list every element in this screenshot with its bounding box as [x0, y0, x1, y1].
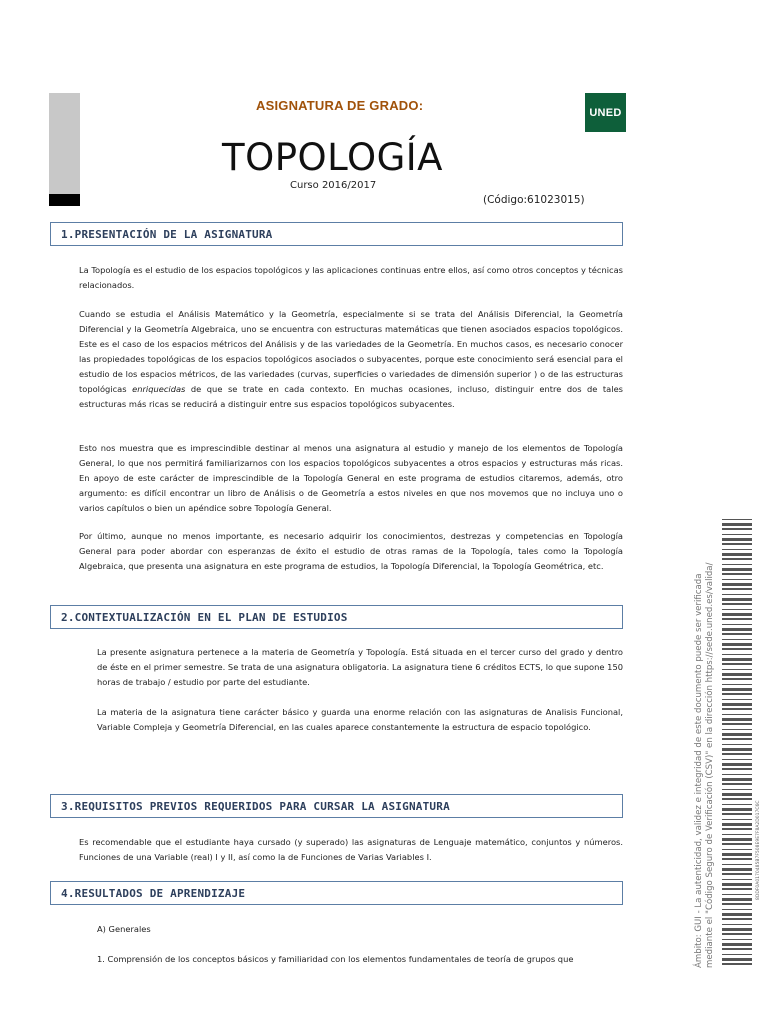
section-heading-contextualizacion: 2.CONTEXTUALIZACIÓN EN EL PLAN DE ESTUDIOS	[50, 605, 623, 629]
header-black-bar	[49, 194, 80, 206]
paragraph: Por último, aunque no menos importante, es necesario adquirir los conocimientos, destrezas y competencias en Topología General para poder abordar con esperanzas de éxito el estudio de otras ramas de la Topología, tales como la Topología Algebraica, que presenta una asignatura en este programa de estudios, la Topología Diferencial, la Topología Geométrica, etc.	[79, 531, 623, 571]
uned-logo: UNED	[585, 93, 626, 132]
paragraph: Esto nos muestra que es imprescindible destinar al menos una asignatura al estudio y manejo de los elementos de Topología General, lo que nos permitirá familiarizarnos con los espacios topológicos subyacentes a otros espacios y estructuras más ricas. En apoyo de este carácter de imprescindible de la Topología General en este programa de estudios citaremos, además, otro argumento: es difícil encontrar un libro de Análisis o de Geometría a estos niveles en que nos movemos que no incluya uno o varios capítulos o bien un apéndice sobre Topología General.	[79, 443, 623, 513]
paragraph: La Topología es el estudio de los espacios topológicos y las aplicaciones continuas entre ellos, así como otros conceptos y técnicas relacionados.	[79, 265, 623, 290]
verification-notice: Ámbito: GUI - La autenticidad, validez e integridad de este documento puede ser verificada mediante el "Código Seguro de Verificación (CSV)" en la dirección https://sede.uned.es/valida/	[694, 562, 715, 968]
header-grey-bar	[49, 93, 80, 194]
paragraph: La presente asignatura pertenece a la materia de Geometría y Topología. Está situada en el tercer curso del grado y dentro de éste en el primer semestre. Se trata de una asignatura obligatoria. La asignatura tiene 6 créditos ECTS, lo que supone 150 horas de trabajo / estudio por parte del estudiante.	[97, 647, 623, 687]
paragraph: Es recomendable que el estudiante haya cursado (y superado) las asignaturas de Lenguaje matemático, conjuntos y números. Funciones de una Variable (real) I y II, así como la de Funciones de Varias Variables I.	[79, 837, 623, 862]
paragraph: 1. Comprensión de los conceptos básicos y familiaridad con los elementos fundamentales de teoría de grupos que	[97, 954, 574, 964]
section-heading-resultados: 4.RESULTADOS DE APRENDIZAJE	[50, 881, 623, 905]
paragraph: Cuando se estudia el Análisis Matemático y la Geometría, especialmente si se trata del Análisis Diferencial, la Geometría Diferencial y la Geometría Algebraica, uno se encuentra con estructuras matemáticas que tienen asociados espacios topológicos. Este es el caso de los espacios métricos del Análisis y de las variedades de la Geometría. En muchos casos, es necesario conocer las propiedades topológicas de los espacios topológicos asociados o subyacentes, porque este conocimiento será esencial para el estudio de los espacios métricos, de las variedades (curvas, superficies o variedades de dimensión superior ) o de las estructuras topológicas enriquecidas de que se trate en cada contexto. En muchas ocasiones, incluso, distinguir entre dos de tales estructuras más ricas se reducirá a distinguir entre sus espacios topológicos subyacentes.	[79, 309, 624, 409]
subject-type-label: ASIGNATURA DE GRADO:	[256, 98, 424, 113]
course-year: Curso 2016/2017	[290, 180, 377, 191]
section-heading-presentacion: 1.PRESENTACIÓN DE LA ASIGNATURA	[50, 222, 623, 246]
paragraph: La materia de la asignatura tiene carácter básico y guarda una enorme relación con las asignaturas de Analisis Funcional, Variable Compleja y Geometría Diferencial, en las cuales aparece constantemente la estructura de espacio topológico.	[97, 707, 623, 732]
subject-code: (Código:61023015)	[483, 194, 585, 206]
barcode	[722, 519, 752, 965]
document-title: TOPOLOGÍA	[222, 136, 443, 179]
csv-code: 8DDF0A0170485B7F508E9E7F8A2D017C6C	[756, 800, 761, 900]
section-heading-requisitos: 3.REQUISITOS PREVIOS REQUERIDOS PARA CURSAR LA ASIGNATURA	[50, 794, 623, 818]
paragraph: A) Generales	[97, 924, 151, 934]
